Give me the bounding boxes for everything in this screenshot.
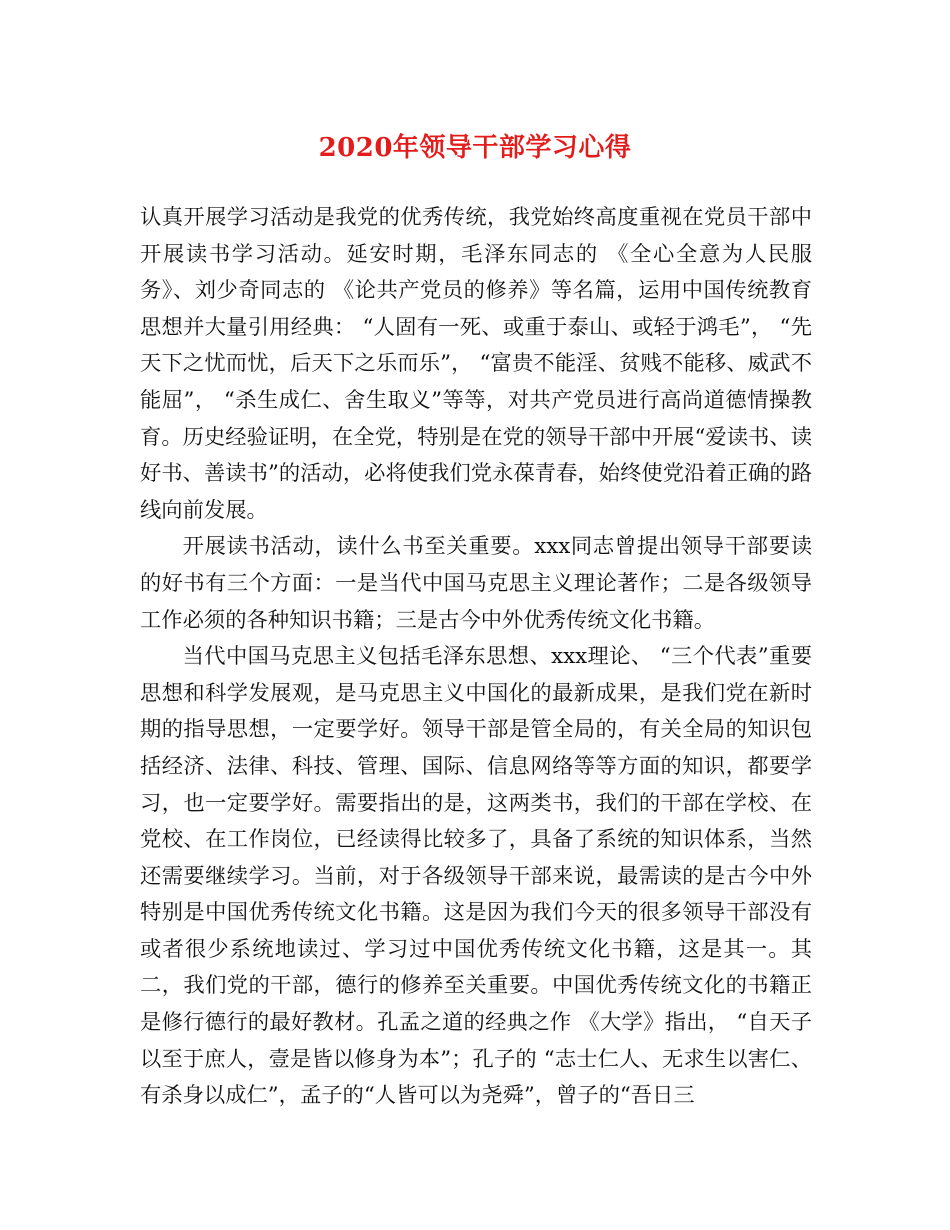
- paragraph-3: 当代中国马克思主义包括毛泽东思想、xxx理论、 “三个代表”重要思想和科学发展观，是马克思主义中国化的最新成果，是我们党在新时期的指导思想，一定要学好。领导干部是管全局的，有关全局的知识包括经济、法律、科技、管理、国际、信息网络等等方面的知识，都要学习，也一定要学好。需要指出的是，这两类书，我们的干部在学校、在党校、在工作岗位，已经读得比较多了，具备了系统的知识体系，当然还需要继续学习。当前，对于各级领导干部来说，最需读的是古今中外特别是中国优秀传统文化书籍。这是因为我们今天的很多领导干部没有或者很少系统地读过、学习过中国优秀传统文化书籍，这是其一。其二，我们党的干部，德行的修养至关重要。中国优秀传统文化的书籍正是修行德行的最好教材。孔孟之道的经典之作 《大学》指出， “自天子以至于庶人，壹是皆以修身为本”；孔子的 “志士仁人、无求生以害仁、有杀身以成仁”，孟子的“人皆可以为尧舜”，曾子的“吾日三: [140, 644, 812, 1109]
- document-body: [140, 200, 812, 1115]
- paragraph-2: 开展读书活动，读什么书至关重要。xxx同志曾提出领导干部要读的好书有三个方面：一是当代中国马克思主义理论著作；二是各级领导工作必须的各种知识书籍；三是古今中外优秀传统文化书籍。: [140, 534, 812, 633]
- document-title: 2020年领导干部学习心得: [318, 133, 632, 163]
- paragraph-1: 认真开展学习活动是我党的优秀传统，我党始终高度重视在党员干部中开展读书学习活动。延安时期，毛泽东同志的 《全心全意为人民服务》、刘少奇同志的 《论共产党员的修养》等名篇，运用中国传统教育思想并大量引用经典： “人固有一死、或重于泰山、或轻于鸿毛”， “先天下之忧而忧，后天下之乐而乐”， “富贵不能淫、贫贱不能移、威武不能屈”， “杀生成仁、舍生取义”等等，对共产党员进行高尚道德情操教育。历史经验证明，在全党，特别是在党的领导干部中开展“爱读书、读好书、善读书”的活动，必将使我们党永葆青春，始终使党沿着正确的路线向前发展。: [140, 205, 812, 523]
